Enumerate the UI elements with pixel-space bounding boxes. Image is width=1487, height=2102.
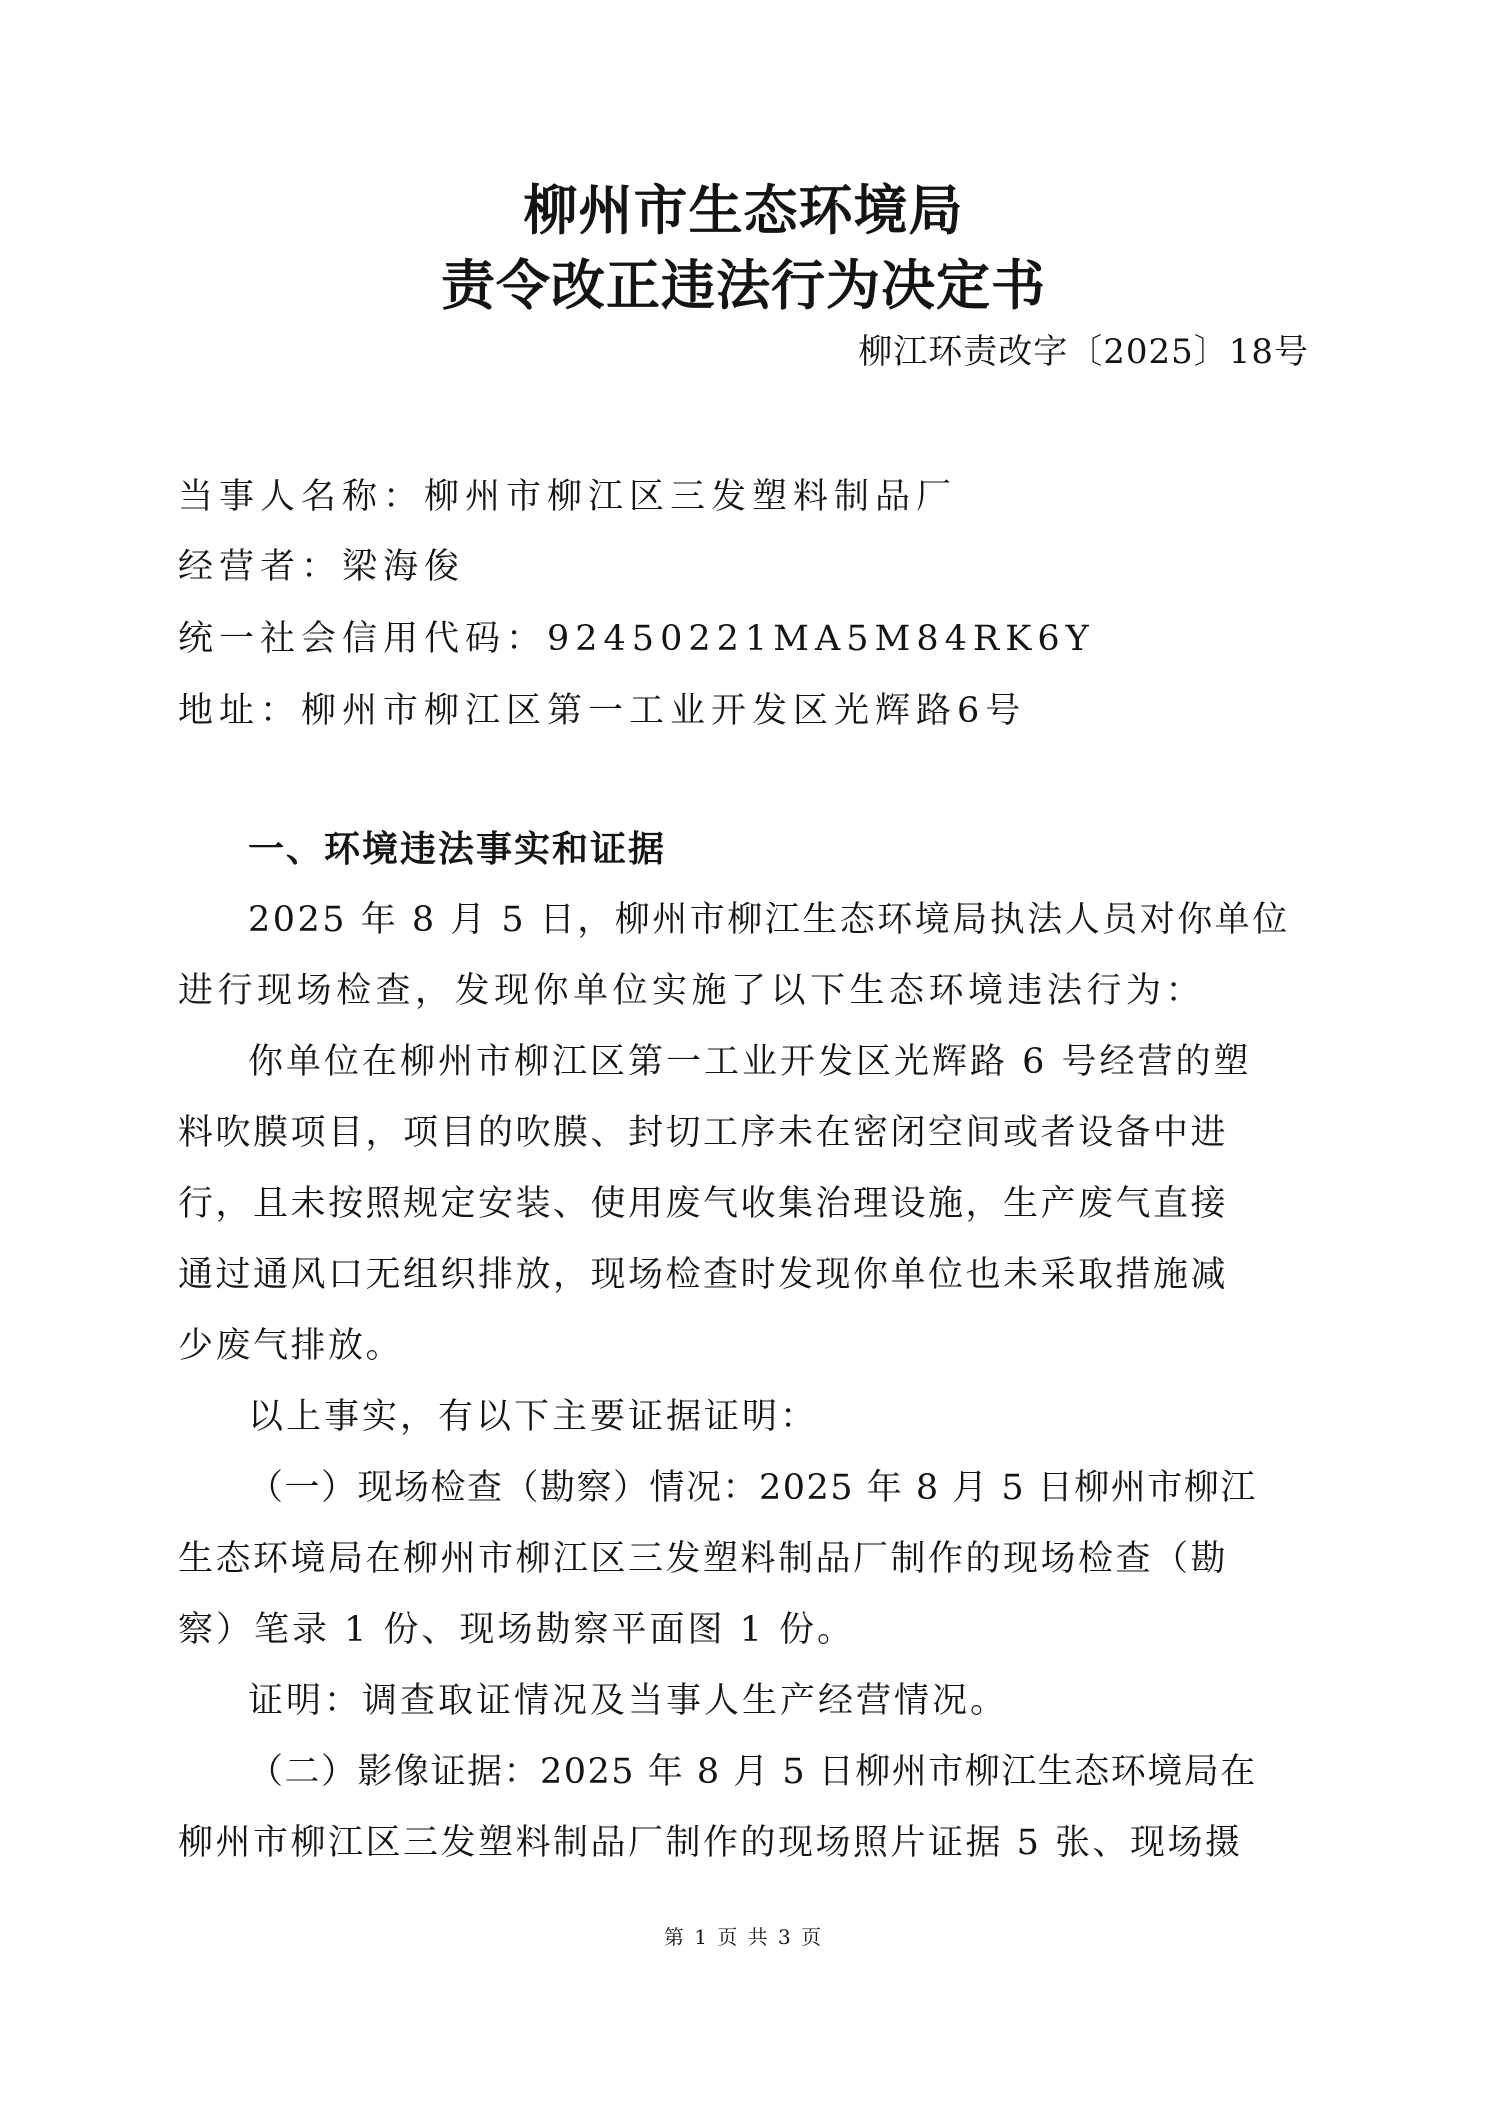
body-line: 少废气排放。 bbox=[178, 1326, 404, 1366]
body-line: 通过通风口无组织排放，现场检查时发现你单位也未采取措施减 bbox=[178, 1255, 1229, 1295]
section-heading: 一、环境违法事实和证据 bbox=[248, 828, 667, 870]
body-line: 行，且未按照规定安装、使用废气收集治理设施，生产废气直接 bbox=[178, 1184, 1229, 1224]
party-operator: 经营者：梁海俊 bbox=[178, 547, 466, 587]
body-line: 你单位在柳州市柳江区第一工业开发区光辉路 6 号经营的塑 bbox=[248, 1042, 1252, 1082]
body-line: 以上事实，有以下主要证据证明： bbox=[248, 1397, 819, 1437]
body-line: 察）笔录 1 份、现场勘察平面图 1 份。 bbox=[178, 1610, 856, 1650]
document-title-agency: 柳州市生态环境局 bbox=[523, 178, 964, 242]
body-line: 柳州市柳江区三发塑料制品厂制作的现场照片证据 5 张、现场摄 bbox=[178, 1823, 1243, 1863]
body-line: 证明：调查取证情况及当事人生产经营情况。 bbox=[248, 1681, 1009, 1721]
party-address: 地址：柳州市柳江区第一工业开发区光辉路6号 bbox=[178, 691, 1027, 731]
document-number: 柳江环责改字〔2025〕18号 bbox=[858, 332, 1309, 372]
body-line: 进行现场检查，发现你单位实施了以下生态环境违法行为： bbox=[178, 971, 1206, 1011]
body-line: 料吹膜项目，项目的吹膜、封切工序未在密闭空间或者设备中进 bbox=[178, 1113, 1229, 1153]
body-line: 2025 年 8 月 5 日，柳州市柳江生态环境局执法人员对你单位 bbox=[248, 900, 1290, 940]
party-credit-code: 统一社会信用代码：92450221MA5M84RK6Y bbox=[178, 619, 1095, 659]
body-line: （一）现场检查（勘察）情况：2025 年 8 月 5 日柳州市柳江 bbox=[248, 1468, 1257, 1508]
body-line: （二）影像证据：2025 年 8 月 5 日柳州市柳江生态环境局在 bbox=[248, 1752, 1257, 1792]
page-number: 第 1 页 共 3 页 bbox=[663, 1925, 824, 1949]
document-title-type: 责令改正违法行为决定书 bbox=[441, 253, 1046, 317]
party-name: 当事人名称：柳州市柳江区三发塑料制品厂 bbox=[178, 477, 958, 517]
body-line: 生态环境局在柳州市柳江区三发塑料制品厂制作的现场检查（勘 bbox=[178, 1539, 1229, 1579]
